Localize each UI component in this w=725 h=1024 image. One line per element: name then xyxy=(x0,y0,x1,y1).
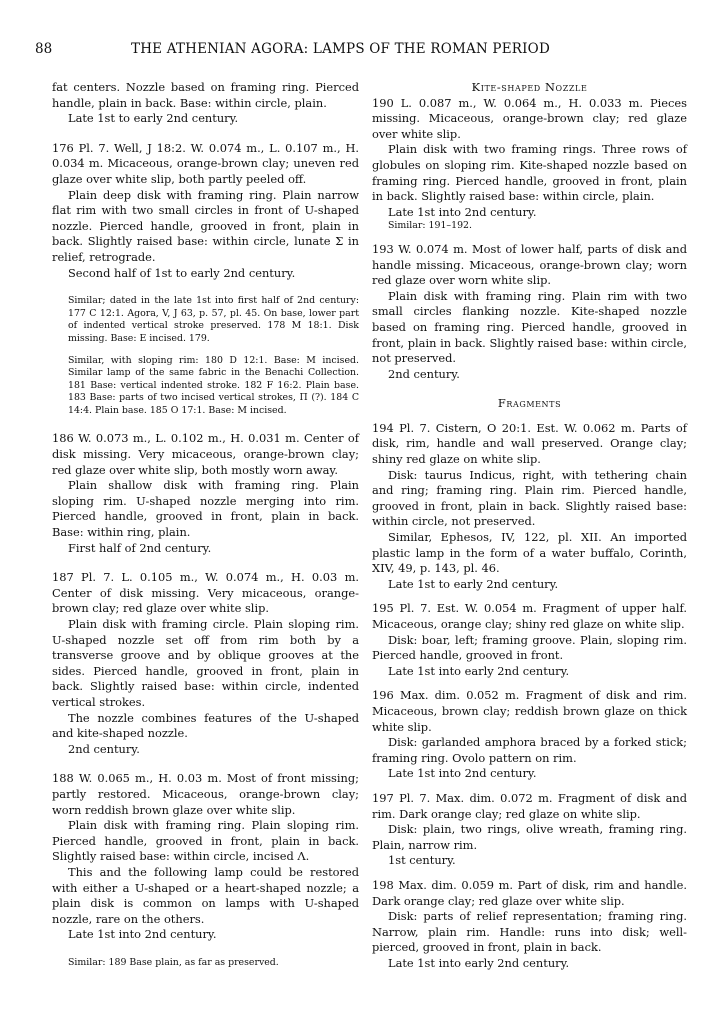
date-line: 2nd century. xyxy=(388,366,460,381)
entry-description: 198 Max. dim. 0.059 m. Part of disk, rim and handle. Dark orange clay; red glaze over white slip. xyxy=(372,877,687,908)
entry-description: 194 Pl. 7. Cistern, O 20:1. Est. W. 0.062 m. Parts of disk, rim, handle and wall preserved. Orange clay; shiny red glaze on white slip. xyxy=(372,420,687,467)
entry-description: 190 L. 0.087 m., W. 0.064 m., H. 0.033 m. Pieces missing. Micaceous, orange-brown clay; red glaze over white slip. xyxy=(372,95,687,141)
paragraph: Disk: boar, left; framing groove. Plain, sloping rim. Pierced handle, grooved in front. xyxy=(372,632,687,663)
note-text: Similar; dated in the late 1st into first half of 2nd century: 177 C 12:1. Agora, V, J 63, p. 57, pl. 45. On base, lower part of indented vertical stroke preserved. 178 M 18:1. Disk missing. Base: E incised. 179. xyxy=(68,295,359,344)
similar-note xyxy=(68,295,359,417)
note-text: Similar: 191–192. xyxy=(388,220,472,232)
right-column xyxy=(372,80,687,971)
paragraph: This and the following lamp could be restored with either a U-shaped or a heart-shaped nozzle; a plain disk is common on lamps with U-shaped nozzle, rare on the others. xyxy=(52,864,359,926)
catalog-entry-198 xyxy=(372,878,687,972)
paragraph: Plain shallow disk with framing ring. Plain sloping rim. U-shaped nozzle merging into rim. Pierced handle, grooved in front, plain in back. Base: within ring, plain. xyxy=(52,478,359,540)
running-title: THE ATHENIAN AGORA: LAMPS OF THE ROMAN PERIOD xyxy=(131,41,550,57)
date-line: Late 1st into early 2nd century. xyxy=(388,663,570,678)
paragraph: Plain disk with framing ring. Plain sloping rim. Pierced handle, grooved in front, plain in back. Slightly raised base: within circle, incised Λ. xyxy=(52,818,359,864)
similar-note xyxy=(388,220,687,233)
entry-description: 193 W. 0.074 m. Most of lower half, parts of disk and handle missing. Micaceous, orange-brown clay; worn red glaze over worn white slip. xyxy=(372,241,687,288)
catalog-entry-190 xyxy=(372,96,687,221)
left-column xyxy=(52,80,359,969)
date-line: Late 1st into early 2nd century. xyxy=(388,955,570,970)
catalog-entry-187 xyxy=(52,570,359,757)
section-heading: Kite-shaped Nozzle xyxy=(471,80,588,94)
paragraph: The nozzle combines features of the U-shaped and kite-shaped nozzle. xyxy=(52,710,359,741)
note-text: Similar, with sloping rim: 180 D 12:1. Base: M incised. Similar lamp of the same fabric in the Benachi Collection. 181 Base: vertical indented stroke. 182 F 16:2. Plain base. 183 Base: parts of two incised vertical strokes, Π (?). 184 C 14:4. Plain base. 185 O 17:1. Base: M incised. xyxy=(68,354,359,416)
paragraph: Disk: plain, two rings, olive wreath, framing ring. Plain, narrow rim. xyxy=(372,822,687,852)
paragraph: fat centers. Nozzle based on framing ring. Pierced handle, plain in back. Base: within circle, plain. xyxy=(52,80,359,110)
date-line: Late 1st into 2nd century. xyxy=(388,766,537,781)
catalog-entry-186 xyxy=(52,431,359,556)
date-line: Late 1st into 2nd century. xyxy=(388,204,537,219)
date-line: Late 1st into 2nd century. xyxy=(68,927,217,942)
paragraph: Disk: garlanded amphora braced by a forked stick; framing ring. Ovolo pattern on rim. xyxy=(372,735,687,765)
paragraph: Disk: parts of relief representation; framing ring. Narrow, plain rim. Handle: runs into disk; well-pierced, grooved in front, plain in back. xyxy=(372,909,687,955)
date-line: Second half of 1st to early 2nd century. xyxy=(68,265,296,280)
paragraph: Plain disk with framing ring. Plain rim with two small circles flanking nozzle. Kite-shaped nozzle based on framing ring. Pierced handle, grooved in front, plain in back. Slightly raised base: within circle, not preserved. xyxy=(372,288,687,366)
entry-description: 196 Max. dim. 0.052 m. Fragment of disk and rim. Micaceous, brown clay; reddish brown glaze on thick white slip. xyxy=(372,688,687,734)
catalog-entry-194 xyxy=(372,421,687,593)
paragraph: Plain disk with two framing rings. Three rows of globules on sloping rim. Kite-shaped nozzle based on framing ring. Pierced handle, grooved in front, plain in back. Slightly raised base: within circle, plain. xyxy=(372,142,687,204)
page-header xyxy=(35,41,690,61)
page-number: 88 xyxy=(35,41,53,57)
entry-continuation xyxy=(52,80,359,127)
entry-description: 187 Pl. 7. L. 0.105 m., W. 0.074 m., H. 0.03 m. Center of disk missing. Very micaceous, orange-brown clay; red glaze over white slip. xyxy=(52,570,359,616)
date-line: 1st century. xyxy=(388,853,456,868)
catalog-entry-196 xyxy=(372,688,687,782)
section-heading: Fragments xyxy=(497,396,562,411)
catalog-entry-176 xyxy=(52,141,359,281)
catalog-entry-193 xyxy=(372,242,687,382)
catalog-entry-188 xyxy=(52,771,359,943)
entry-description: 197 Pl. 7. Max. dim. 0.072 m. Fragment of disk and rim. Dark orange clay; red glaze on white slip. xyxy=(372,790,687,821)
entry-description: 186 W. 0.073 m., L. 0.102 m., H. 0.031 m. Center of disk missing. Very micaceous, orange-brown clay; red glaze over white slip, both mostly worn away. xyxy=(52,431,359,477)
catalog-entry-197 xyxy=(372,791,687,869)
date-line: 2nd century. xyxy=(68,741,140,756)
catalog-entry-195 xyxy=(372,601,687,679)
paragraph: Disk: taurus Indicus, right, with tethering chain and ring; framing ring. Plain rim. Pierced handle, grooved in front, plain in back. Slightly raised base: within circle, not preserved. xyxy=(372,467,687,529)
similar-note xyxy=(68,957,359,970)
entry-description: 176 Pl. 7. Well, J 18:2. W. 0.074 m., L. 0.107 m., H. 0.034 m. Micaceous, orange-brown clay; uneven red glaze over white slip, both partly peeled off. xyxy=(52,140,359,186)
paragraph: Plain deep disk with framing ring. Plain narrow flat rim with two small circles in front of U-shaped nozzle. Pierced handle, grooved in front, plain in back. Slightly raised base: within circle, lunate Σ in relief, retrograde. xyxy=(52,187,359,264)
date-line: Late 1st to early 2nd century. xyxy=(68,111,239,126)
entry-description: 188 W. 0.065 m., H. 0.03 m. Most of front missing; partly restored. Micaceous, orange-brown clay; worn reddish brown glaze over white slip. xyxy=(52,771,359,817)
paragraph: Similar, Ephesos, IV, 122, pl. XII. An imported plastic lamp in the form of a water buffalo, Corinth, XIV, 49, p. 143, pl. 46. xyxy=(372,530,687,576)
date-line: First half of 2nd century. xyxy=(68,540,212,555)
paragraph: Plain disk with framing circle. Plain sloping rim. U-shaped nozzle set off from rim both by a transverse groove and by oblique grooves at the sides. Pierced handle, grooved in front, plain in back. Slightly raised base: within circle, indented vertical strokes. xyxy=(52,617,359,709)
entry-description: 195 Pl. 7. Est. W. 0.054 m. Fragment of upper half. Micaceous, orange clay; shiny red glaze on white slip. xyxy=(372,601,687,631)
note-text: Similar: 189 Base plain, as far as preserved. xyxy=(68,956,279,968)
date-line: Late 1st to early 2nd century. xyxy=(388,576,559,591)
